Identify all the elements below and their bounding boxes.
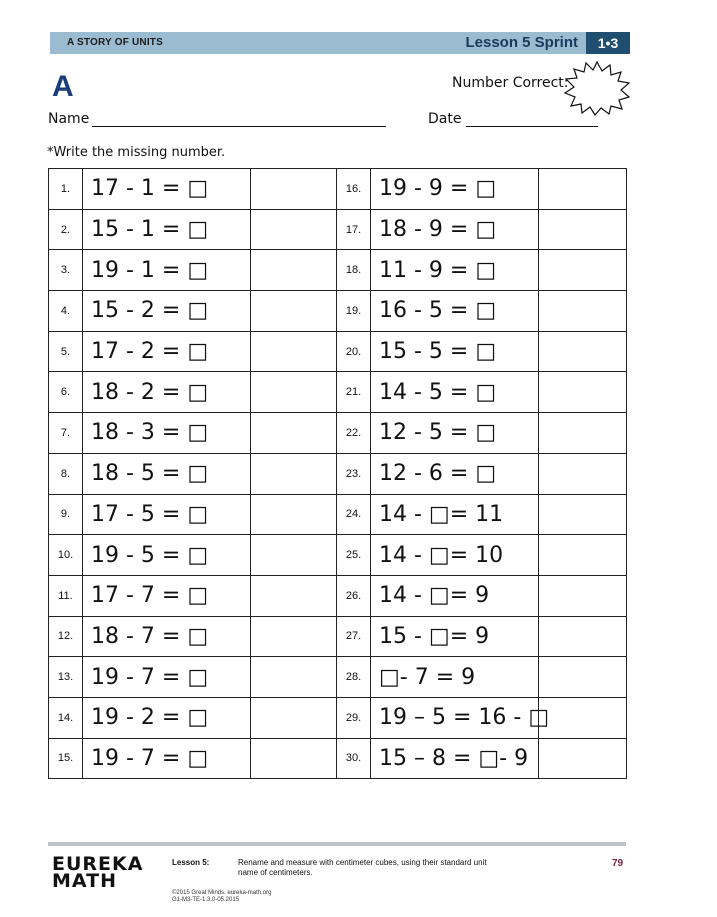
problem-number: 14. bbox=[49, 697, 83, 738]
answer-cell[interactable] bbox=[539, 657, 627, 698]
problem-number: 17. bbox=[337, 209, 371, 250]
table-row bbox=[49, 575, 627, 616]
problem-expression: 19 - 7 = □ bbox=[83, 738, 251, 779]
problem-expression: 19 - 7 = □ bbox=[83, 657, 251, 698]
answer-cell[interactable] bbox=[251, 697, 337, 738]
problem-expression: 15 - 2 = □ bbox=[83, 291, 251, 332]
table-row bbox=[49, 331, 627, 372]
date-label: Date bbox=[428, 111, 462, 127]
problem-number: 13. bbox=[49, 657, 83, 698]
module-badge: 1•3 bbox=[586, 32, 630, 54]
problem-number: 24. bbox=[337, 494, 371, 535]
table-row bbox=[49, 291, 627, 332]
answer-cell[interactable] bbox=[539, 291, 627, 332]
eureka-math-logo: EUREKA MATH bbox=[52, 853, 144, 892]
answer-cell[interactable] bbox=[539, 453, 627, 494]
table-row bbox=[49, 697, 627, 738]
sprint-table bbox=[48, 168, 627, 779]
answer-cell[interactable] bbox=[251, 657, 337, 698]
problem-expression: 18 - 3 = □ bbox=[83, 413, 251, 454]
answer-cell[interactable] bbox=[251, 494, 337, 535]
sprint-letter: A bbox=[52, 70, 74, 103]
problem-expression: 14 - □= 9 bbox=[371, 575, 539, 616]
problem-number: 21. bbox=[337, 372, 371, 413]
answer-cell[interactable] bbox=[251, 453, 337, 494]
table-row bbox=[49, 209, 627, 250]
lesson-title: Lesson 5 Sprint bbox=[465, 34, 578, 51]
answer-cell[interactable] bbox=[251, 169, 337, 210]
problem-expression: 11 - 9 = □ bbox=[371, 250, 539, 291]
answer-cell[interactable] bbox=[539, 697, 627, 738]
starburst-icon bbox=[562, 60, 632, 116]
answer-cell[interactable] bbox=[251, 372, 337, 413]
instructions: *Write the missing number. bbox=[47, 145, 226, 160]
problem-expression: 15 - 5 = □ bbox=[371, 331, 539, 372]
problem-number: 30. bbox=[337, 738, 371, 779]
header-banner bbox=[50, 32, 630, 54]
answer-cell[interactable] bbox=[539, 169, 627, 210]
table-row bbox=[49, 372, 627, 413]
problem-expression: 19 - 1 = □ bbox=[83, 250, 251, 291]
copyright: ©2015 Great Minds. eureka-math.org G1-M3-TE-1.3.0-05.2015 bbox=[172, 890, 272, 903]
answer-cell[interactable] bbox=[539, 331, 627, 372]
problem-number: 22. bbox=[337, 413, 371, 454]
problem-expression: 18 - 7 = □ bbox=[83, 616, 251, 657]
problem-number: 7. bbox=[49, 413, 83, 454]
problem-expression: 15 - □= 9 bbox=[371, 616, 539, 657]
problem-number: 26. bbox=[337, 575, 371, 616]
problem-number: 11. bbox=[49, 575, 83, 616]
answer-cell[interactable] bbox=[251, 575, 337, 616]
answer-cell[interactable] bbox=[251, 209, 337, 250]
answer-cell[interactable] bbox=[251, 535, 337, 576]
problem-expression: 18 - 5 = □ bbox=[83, 453, 251, 494]
problem-expression: 14 - □= 11 bbox=[371, 494, 539, 535]
problem-expression: 19 - 5 = □ bbox=[83, 535, 251, 576]
problem-number: 27. bbox=[337, 616, 371, 657]
problem-expression: 15 – 8 = □- 9 bbox=[371, 738, 539, 779]
problem-expression: 19 – 5 = 16 - □ bbox=[371, 697, 539, 738]
table-row bbox=[49, 535, 627, 576]
answer-cell[interactable] bbox=[251, 250, 337, 291]
answer-cell[interactable] bbox=[251, 616, 337, 657]
name-label: Name bbox=[48, 111, 90, 127]
answer-cell[interactable] bbox=[539, 372, 627, 413]
problem-expression: 17 - 7 = □ bbox=[83, 575, 251, 616]
problem-expression: 19 - 2 = □ bbox=[83, 697, 251, 738]
problem-number: 10. bbox=[49, 535, 83, 576]
answer-cell[interactable] bbox=[251, 331, 337, 372]
table-row bbox=[49, 413, 627, 454]
problem-expression: □- 7 = 9 bbox=[371, 657, 539, 698]
name-field[interactable] bbox=[92, 126, 386, 127]
answer-cell[interactable] bbox=[539, 616, 627, 657]
page-number: 79 bbox=[612, 858, 624, 869]
table-row bbox=[49, 169, 627, 210]
answer-cell[interactable] bbox=[539, 575, 627, 616]
problem-number: 15. bbox=[49, 738, 83, 779]
problem-number: 18. bbox=[337, 250, 371, 291]
problem-number: 9. bbox=[49, 494, 83, 535]
problem-expression: 19 - 9 = □ bbox=[371, 169, 539, 210]
problem-expression: 18 - 2 = □ bbox=[83, 372, 251, 413]
problem-number: 19. bbox=[337, 291, 371, 332]
problem-number: 6. bbox=[49, 372, 83, 413]
series-title: A STORY OF UNITS bbox=[67, 37, 163, 48]
problem-expression: 12 - 5 = □ bbox=[371, 413, 539, 454]
problem-expression: 17 - 1 = □ bbox=[83, 169, 251, 210]
answer-cell[interactable] bbox=[251, 738, 337, 779]
problem-expression: 16 - 5 = □ bbox=[371, 291, 539, 332]
table-row bbox=[49, 616, 627, 657]
table-row bbox=[49, 738, 627, 779]
problem-number: 20. bbox=[337, 331, 371, 372]
problem-number: 2. bbox=[49, 209, 83, 250]
problem-expression: 14 - □= 10 bbox=[371, 535, 539, 576]
answer-cell[interactable] bbox=[539, 738, 627, 779]
problem-number: 28. bbox=[337, 657, 371, 698]
answer-cell[interactable] bbox=[251, 291, 337, 332]
problem-number: 16. bbox=[337, 169, 371, 210]
problem-number: 23. bbox=[337, 453, 371, 494]
answer-cell[interactable] bbox=[539, 209, 627, 250]
problem-number: 3. bbox=[49, 250, 83, 291]
date-field[interactable] bbox=[466, 126, 598, 127]
problem-number: 4. bbox=[49, 291, 83, 332]
footer-lesson-description: Rename and measure with centimeter cubes, using their standard unit name of centimeters. bbox=[238, 858, 487, 877]
answer-cell[interactable] bbox=[539, 250, 627, 291]
answer-cell[interactable] bbox=[251, 413, 337, 454]
problem-expression: 18 - 9 = □ bbox=[371, 209, 539, 250]
table-row bbox=[49, 453, 627, 494]
table-row bbox=[49, 657, 627, 698]
answer-cell[interactable] bbox=[539, 413, 627, 454]
problem-expression: 17 - 2 = □ bbox=[83, 331, 251, 372]
problem-expression: 12 - 6 = □ bbox=[371, 453, 539, 494]
problem-number: 12. bbox=[49, 616, 83, 657]
problem-expression: 15 - 1 = □ bbox=[83, 209, 251, 250]
footer-divider bbox=[48, 842, 626, 846]
problem-number: 25. bbox=[337, 535, 371, 576]
answer-cell[interactable] bbox=[539, 535, 627, 576]
problem-number: 1. bbox=[49, 169, 83, 210]
footer-lesson-label: Lesson 5: bbox=[172, 858, 210, 867]
problem-expression: 14 - 5 = □ bbox=[371, 372, 539, 413]
number-correct-label: Number Correct: bbox=[452, 75, 569, 91]
problem-number: 8. bbox=[49, 453, 83, 494]
problem-number: 29. bbox=[337, 697, 371, 738]
table-row bbox=[49, 494, 627, 535]
problem-expression: 17 - 5 = □ bbox=[83, 494, 251, 535]
problem-number: 5. bbox=[49, 331, 83, 372]
answer-cell[interactable] bbox=[539, 494, 627, 535]
table-row bbox=[49, 250, 627, 291]
